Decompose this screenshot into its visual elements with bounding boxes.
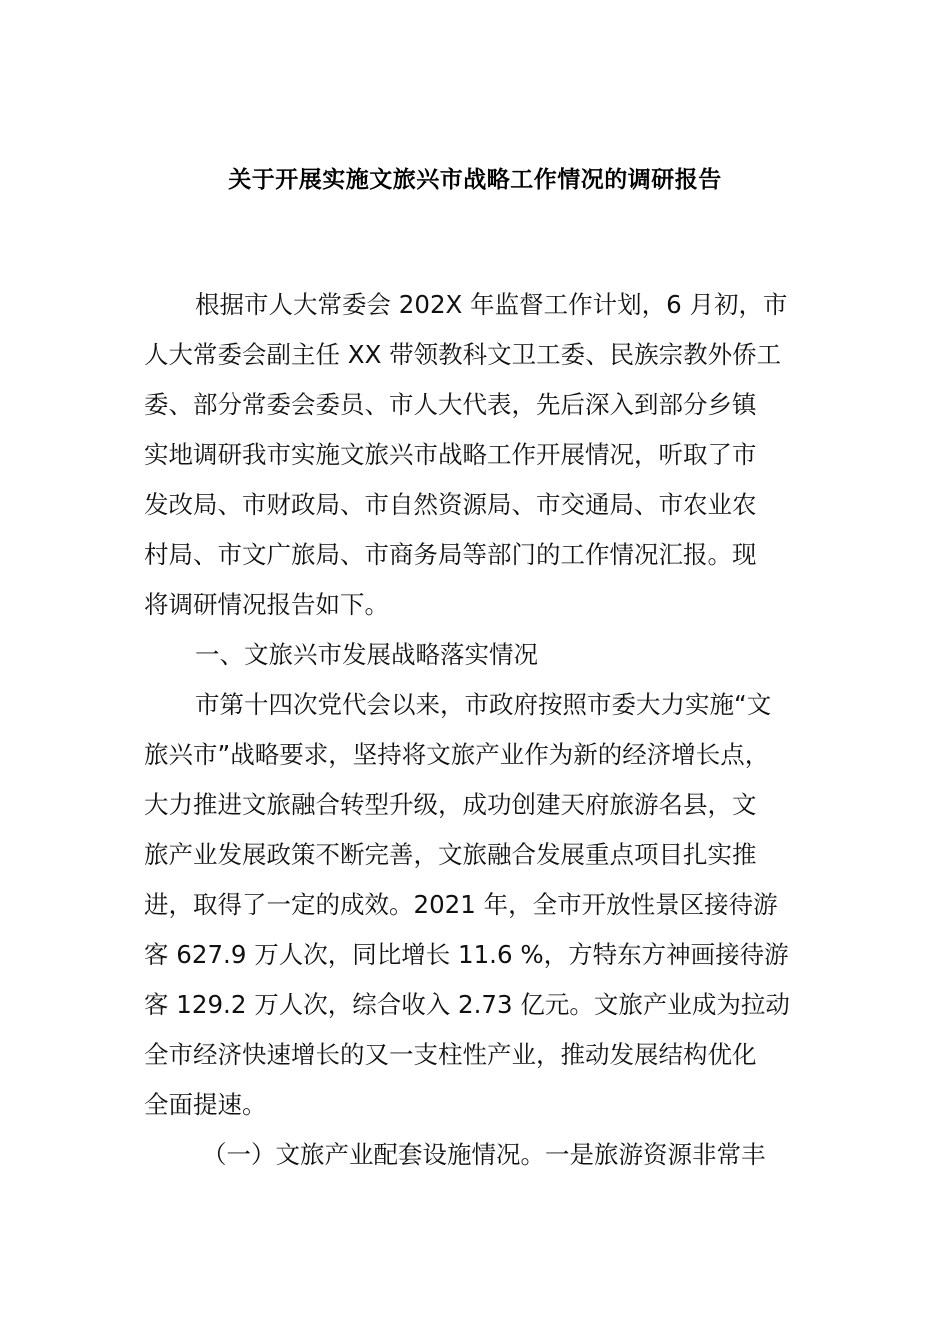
text-line: 旅兴市”战略要求，坚持将文旅产业作为新的经济增长点， — [144, 740, 770, 769]
paragraph-overview — [144, 680, 808, 1130]
text-line: 人大常委会副主任 XX 带领教科文卫工委、民族宗教外侨工 — [144, 340, 782, 369]
text-line: 旅产业发展政策不断完善，文旅融合发展重点项目扎实推 — [144, 840, 757, 869]
text-line: 大力推进文旅融合转型升级，成功创建天府旅游名县，文 — [144, 790, 757, 819]
text-line: 实地调研我市实施文旅兴市战略工作开展情况，听取了市 — [144, 440, 757, 469]
text-line: 全市经济快速增长的又一支柱性产业，推动发展结构优化 — [144, 1040, 757, 1069]
text-line: 进，取得了一定的成效。2021 年，全市开放性景区接待游 — [144, 890, 778, 919]
text-line: 市第十四次党代会以来，市政府按照市委大力实施“文 — [195, 690, 772, 719]
text-line: 将调研情况报告如下。 — [144, 590, 389, 619]
text-line: 全面提速。 — [144, 1090, 267, 1119]
text-line: 客 129.2 万人次，综合收入 2.73 亿元。文旅产业成为拉动 — [144, 990, 790, 1019]
paragraph-intro — [144, 280, 808, 630]
text-line: 根据市人大常委会 202X 年监督工作计划，6 月初，市 — [195, 290, 788, 319]
section-heading — [144, 630, 808, 680]
text-line: 一、文旅兴市发展战略落实情况 — [195, 640, 538, 669]
document-body — [144, 280, 808, 1180]
text-line: 发改局、市财政局、市自然资源局、市交通局、市农业农 — [144, 490, 757, 519]
text-line: 客 627.9 万人次，同比增长 11.6 %，方特东方神画接待游 — [144, 940, 789, 969]
document-title: 关于开展实施文旅兴市战略工作情况的调研报告 — [228, 167, 722, 193]
subsection-paragraph — [144, 1130, 808, 1180]
text-line: （一）文旅产业配套设施情况。一是旅游资源非常丰 — [202, 1140, 766, 1169]
text-line: 村局、市文广旅局、市商务局等部门的工作情况汇报。现 — [144, 540, 757, 569]
text-line: 委、部分常委会委员、市人大代表，先后深入到部分乡镇 — [144, 390, 757, 419]
